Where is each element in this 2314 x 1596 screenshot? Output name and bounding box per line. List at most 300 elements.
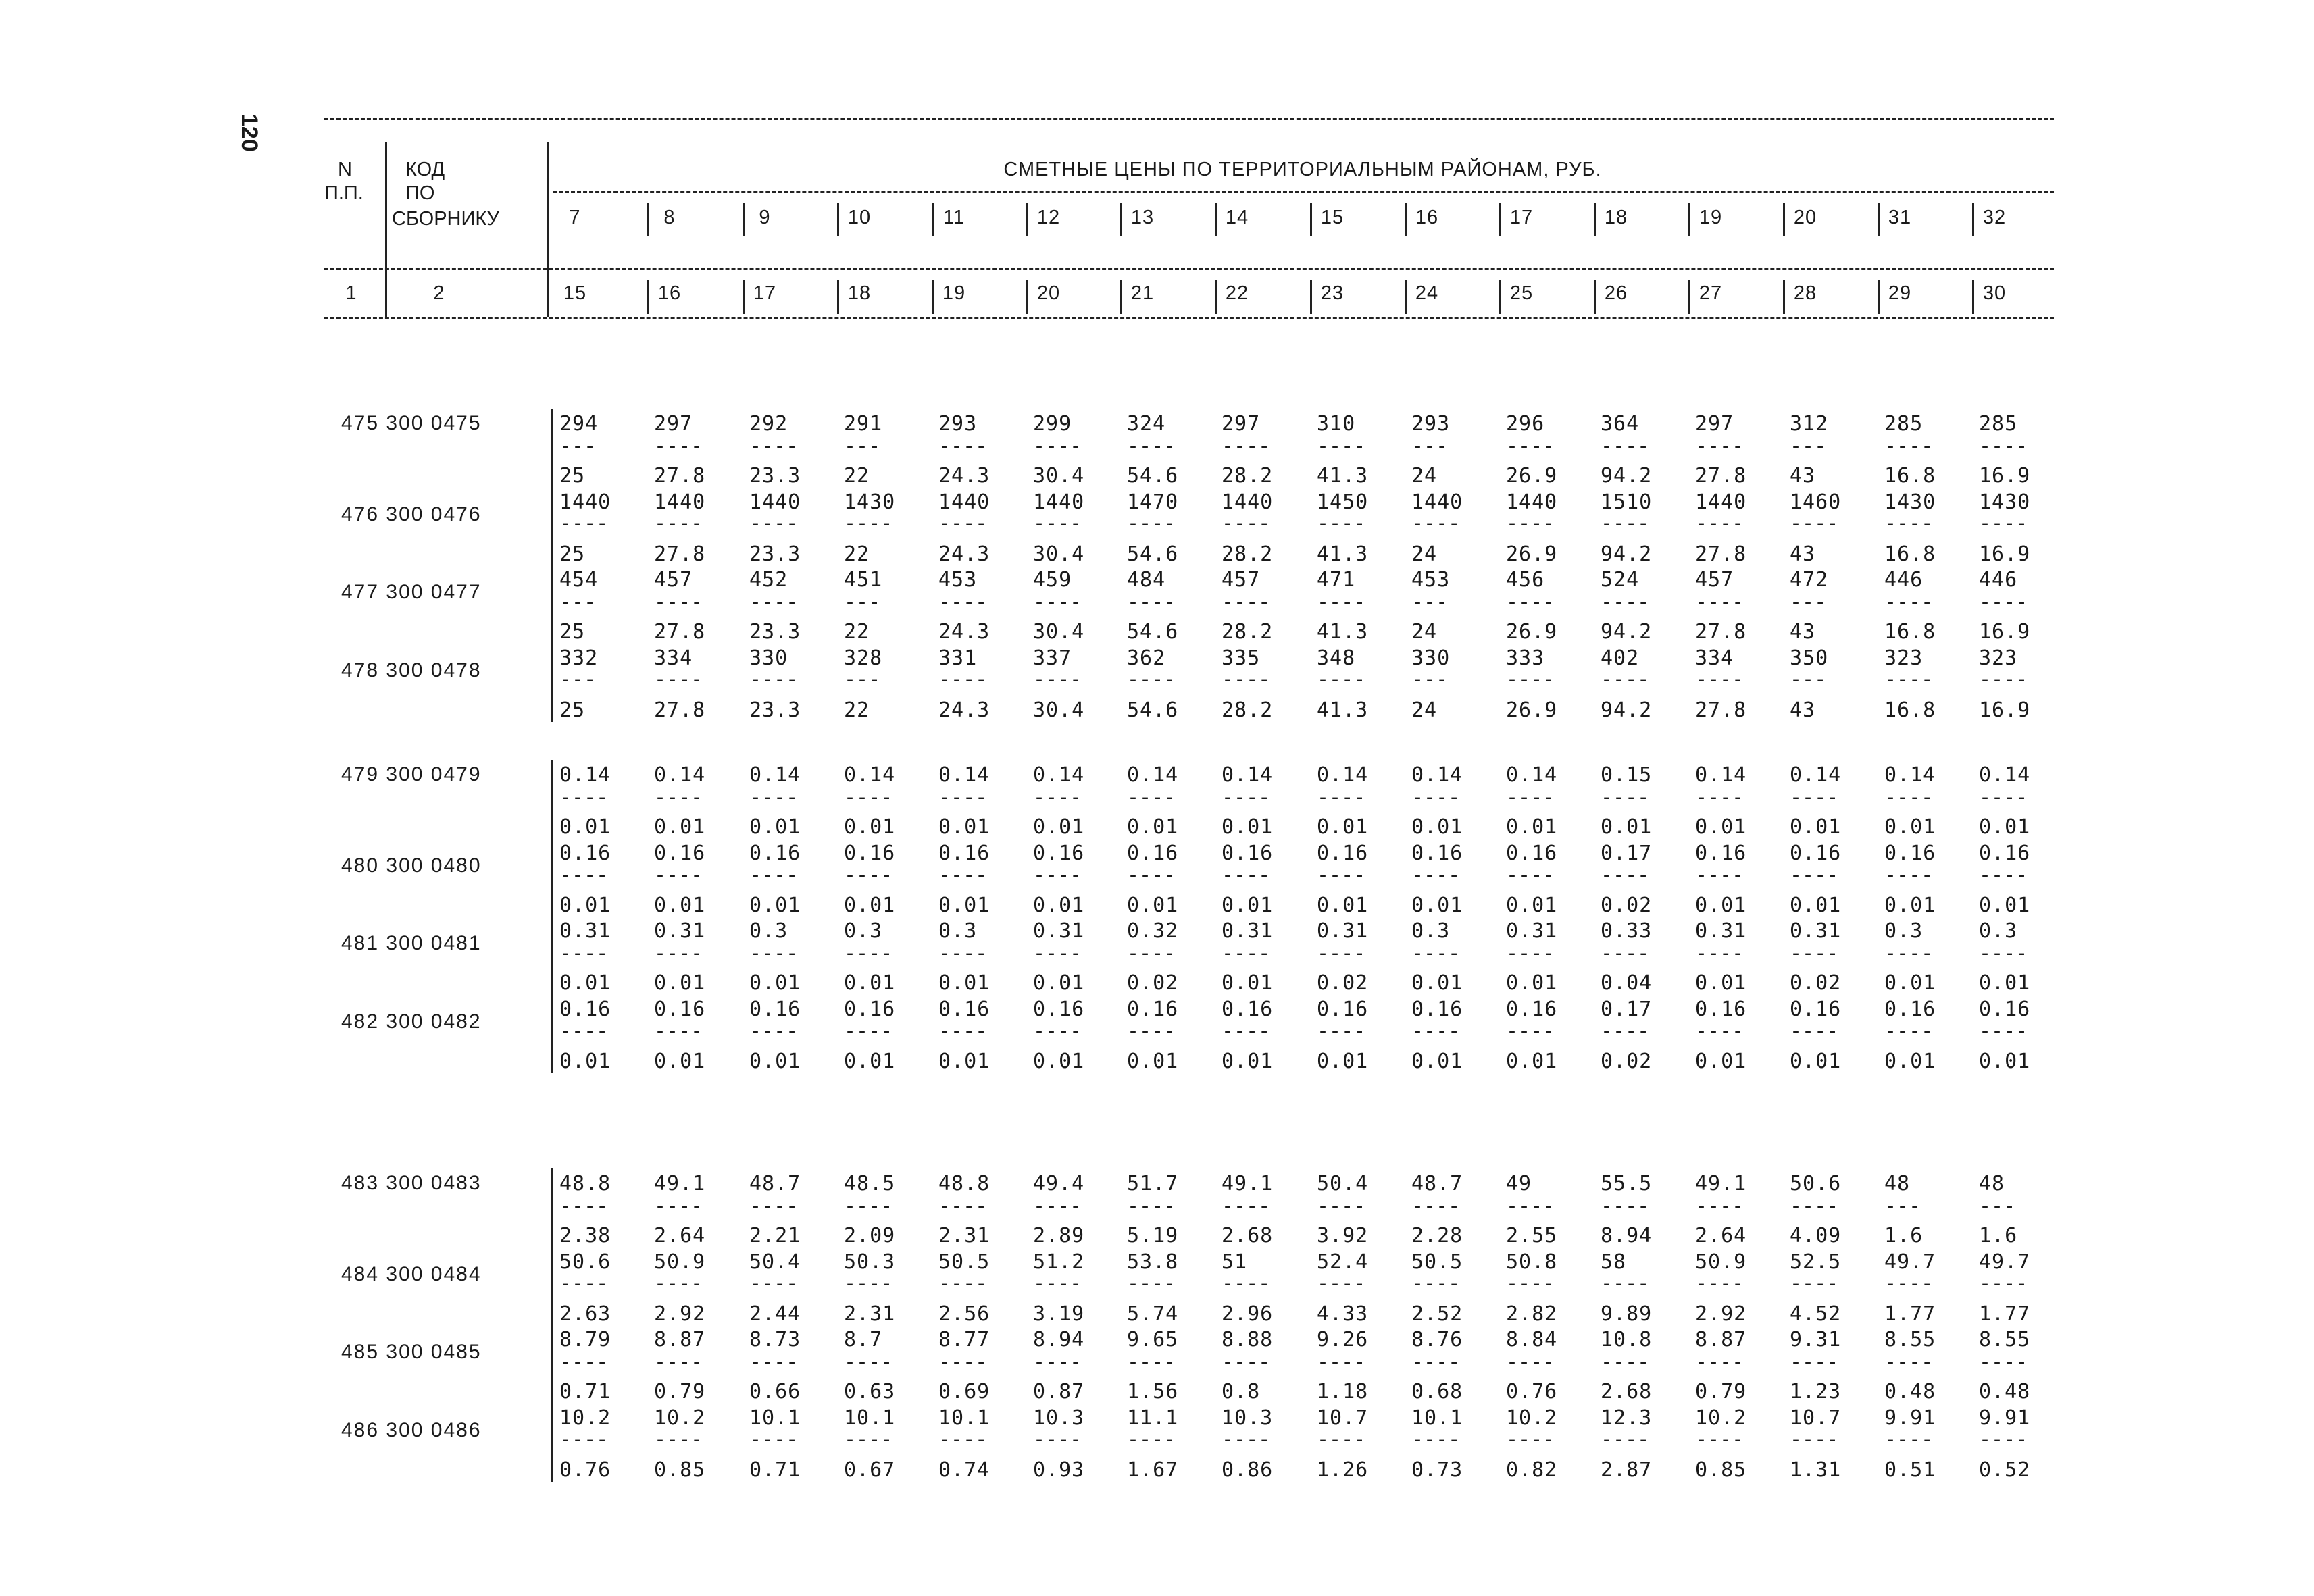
price-cell: 49 xyxy=(1506,1172,1532,1195)
price-cell: 2.28 xyxy=(1411,1224,1463,1247)
group-separator xyxy=(551,760,553,1073)
fraction-bar: ---- xyxy=(1411,1428,1461,1451)
price-cell: 0.3 xyxy=(1979,919,2018,943)
header-separator xyxy=(385,195,387,269)
price-cell: 26.9 xyxy=(1506,620,1558,644)
price-cell: 0.86 xyxy=(1222,1458,1274,1482)
fraction-bar: ---- xyxy=(1411,512,1461,536)
header-separator xyxy=(743,280,745,314)
fraction-bar: ---- xyxy=(1317,941,1366,965)
price-cell: 0.01 xyxy=(1979,1049,2031,1073)
header-index-label: 16 xyxy=(657,282,682,304)
price-cell: 297 xyxy=(1695,412,1734,436)
fraction-bar: ---- xyxy=(1695,1272,1744,1295)
price-cell: 0.01 xyxy=(1222,893,1274,917)
fraction-bar: ---- xyxy=(1790,863,1839,887)
price-cell: 1.77 xyxy=(1979,1302,2031,1326)
price-cell: 0.16 xyxy=(749,997,801,1021)
fraction-bar: --- xyxy=(1979,1193,2016,1218)
fraction-bar: ---- xyxy=(938,1428,988,1451)
price-cell: 1440 xyxy=(938,490,990,514)
fraction-bar: ---- xyxy=(559,512,609,536)
fraction-bar: ---- xyxy=(559,785,609,809)
price-cell: 48.5 xyxy=(844,1172,896,1195)
price-cell: 0.16 xyxy=(1222,997,1274,1021)
header-separator xyxy=(837,280,839,314)
price-cell: 94.2 xyxy=(1601,464,1653,488)
fraction-bar: --- xyxy=(559,590,597,614)
fraction-bar: ---- xyxy=(559,863,609,887)
fraction-bar: ---- xyxy=(1222,785,1271,809)
price-cell: 1.6 xyxy=(1884,1224,1923,1247)
price-cell: 2.52 xyxy=(1411,1302,1463,1326)
price-cell: 27.8 xyxy=(654,698,706,722)
fraction-bar: ---- xyxy=(1884,1428,1934,1451)
price-cell: 0.01 xyxy=(844,815,896,839)
price-cell: 25 xyxy=(559,464,586,488)
price-cell: 2.89 xyxy=(1033,1224,1085,1247)
fraction-bar: ---- xyxy=(654,1019,703,1043)
price-cell: 1430 xyxy=(1979,490,2031,514)
price-cell: 9.91 xyxy=(1979,1406,2031,1430)
fraction-bar: ---- xyxy=(1695,863,1744,887)
price-cell: 0.01 xyxy=(1979,815,2031,839)
price-cell: 24 xyxy=(1411,620,1438,644)
price-cell: 16.9 xyxy=(1979,542,2031,566)
price-cell: 23.3 xyxy=(749,542,801,566)
price-cell: 9.89 xyxy=(1601,1302,1653,1326)
price-cell: 2.31 xyxy=(938,1224,990,1247)
price-cell: 49.1 xyxy=(654,1172,706,1195)
header-separator xyxy=(1783,203,1785,236)
price-cell: 0.01 xyxy=(1506,815,1558,839)
price-cell: 0.02 xyxy=(1317,971,1369,995)
price-cell: 16.8 xyxy=(1884,620,1936,644)
fraction-bar: ---- xyxy=(1601,1272,1650,1295)
fraction-bar: ---- xyxy=(559,1272,609,1295)
header-pp: П.П. xyxy=(324,182,363,204)
price-cell: 53.8 xyxy=(1127,1250,1179,1274)
price-cell: 0.3 xyxy=(749,919,788,943)
price-cell: 0.69 xyxy=(938,1380,990,1404)
row-label: 476 300 0476 xyxy=(341,503,482,525)
price-cell: 0.66 xyxy=(749,1380,801,1404)
fraction-bar: ---- xyxy=(1317,512,1366,536)
price-cell: 22 xyxy=(844,620,870,644)
fraction-bar: --- xyxy=(1884,1193,1921,1218)
price-cell: 9.31 xyxy=(1790,1328,1842,1352)
price-cell: 0.16 xyxy=(1979,841,2031,865)
price-cell: 323 xyxy=(1884,646,1923,670)
price-cell: 10.3 xyxy=(1033,1406,1085,1430)
price-cell: 0.01 xyxy=(1033,893,1085,917)
fraction-bar: ---- xyxy=(1601,434,1650,458)
price-cell: 2.92 xyxy=(1695,1302,1747,1326)
fraction-bar: ---- xyxy=(1127,1193,1176,1218)
fraction-bar: ---- xyxy=(1884,1272,1934,1295)
price-cell: 1.67 xyxy=(1127,1458,1179,1482)
fraction-bar: --- xyxy=(1790,668,1827,692)
price-cell: 0.16 xyxy=(1506,997,1558,1021)
price-cell: 52.4 xyxy=(1317,1250,1369,1274)
fraction-bar: ---- xyxy=(749,863,799,887)
price-cell: 8.77 xyxy=(938,1328,990,1352)
price-cell: 0.14 xyxy=(938,763,990,787)
price-cell: 0.01 xyxy=(1790,893,1842,917)
fraction-bar: ---- xyxy=(654,1193,703,1218)
fraction-bar: ---- xyxy=(1979,668,2028,692)
price-cell: 50.8 xyxy=(1506,1250,1558,1274)
price-cell: 0.01 xyxy=(1222,1049,1274,1073)
header-index-label: 21 xyxy=(1130,282,1155,304)
price-cell: 0.16 xyxy=(1695,997,1747,1021)
price-cell: 0.01 xyxy=(1411,1049,1463,1073)
price-cell: 0.02 xyxy=(1601,1049,1653,1073)
price-cell: 27.8 xyxy=(1695,542,1747,566)
price-cell: 0.01 xyxy=(1222,815,1274,839)
price-cell: 0.82 xyxy=(1506,1458,1558,1482)
price-cell: 350 xyxy=(1790,646,1829,670)
fraction-bar: ---- xyxy=(1790,1019,1839,1043)
price-cell: 297 xyxy=(654,412,693,436)
price-cell: 0.01 xyxy=(1506,971,1558,995)
price-cell: 323 xyxy=(1979,646,2018,670)
price-cell: 0.14 xyxy=(654,763,706,787)
fraction-bar: ---- xyxy=(654,668,703,692)
price-cell: 8.7 xyxy=(844,1328,883,1352)
price-cell: 10.2 xyxy=(1695,1406,1747,1430)
price-cell: 0.31 xyxy=(1506,919,1558,943)
header-separator xyxy=(1688,203,1690,236)
fraction-bar: ---- xyxy=(1411,941,1461,965)
fraction-bar: ---- xyxy=(1695,1019,1744,1043)
price-cell: 0.01 xyxy=(749,815,801,839)
row-label: 477 300 0477 xyxy=(341,581,482,604)
fraction-bar: ---- xyxy=(938,512,988,536)
fraction-bar: ---- xyxy=(938,785,988,809)
price-cell: 10.8 xyxy=(1601,1328,1653,1352)
fraction-bar: ---- xyxy=(559,941,609,965)
fraction-bar: ---- xyxy=(1033,1428,1082,1451)
price-cell: 0.01 xyxy=(559,1049,611,1073)
price-cell: 0.16 xyxy=(1790,997,1842,1021)
price-cell: 457 xyxy=(1222,568,1261,592)
price-cell: 0.01 xyxy=(1411,971,1463,995)
header-region-label: 18 xyxy=(1604,207,1628,228)
price-cell: 0.79 xyxy=(654,1380,706,1404)
price-cell: 0.01 xyxy=(1317,1049,1369,1073)
fraction-bar: ---- xyxy=(1317,1019,1366,1043)
price-cell: 25 xyxy=(559,620,586,644)
price-cell: 0.01 xyxy=(654,893,706,917)
price-cell: 334 xyxy=(1695,646,1734,670)
price-cell: 3.19 xyxy=(1033,1302,1085,1326)
price-cell: 1430 xyxy=(844,490,896,514)
fraction-bar: ---- xyxy=(938,668,988,692)
fraction-bar: ---- xyxy=(1506,941,1555,965)
price-cell: 10.3 xyxy=(1222,1406,1274,1430)
header-title: СМЕТНЫЕ ЦЕНЫ ПО ТЕРРИТОРИАЛЬНЫМ РАЙОНАМ, РУБ. xyxy=(1003,159,1602,180)
fraction-bar: ---- xyxy=(938,434,988,458)
price-cell: 0.01 xyxy=(1790,1049,1842,1073)
fraction-bar: ---- xyxy=(1411,785,1461,809)
price-cell: 0.01 xyxy=(1884,815,1936,839)
price-cell: 16.9 xyxy=(1979,620,2031,644)
price-cell: 2.82 xyxy=(1506,1302,1558,1326)
fraction-bar: ---- xyxy=(654,785,703,809)
price-cell: 22 xyxy=(844,464,870,488)
price-cell: 8.87 xyxy=(1695,1328,1747,1352)
price-cell: 0.16 xyxy=(1127,841,1179,865)
fraction-bar: ---- xyxy=(1884,863,1934,887)
header-index-label: 19 xyxy=(942,282,966,304)
price-cell: 22 xyxy=(844,542,870,566)
fraction-bar: ---- xyxy=(938,863,988,887)
fraction-bar: ---- xyxy=(1979,434,2028,458)
price-cell: 8.76 xyxy=(1411,1328,1463,1352)
header-index-label: 26 xyxy=(1604,282,1628,304)
price-cell: 30.4 xyxy=(1033,620,1085,644)
price-cell: 446 xyxy=(1979,568,2018,592)
price-cell: 0.31 xyxy=(654,919,706,943)
price-cell: 0.16 xyxy=(844,841,896,865)
fraction-bar: ---- xyxy=(1506,863,1555,887)
header-index-label: 1 xyxy=(345,282,357,304)
fraction-bar: ---- xyxy=(1317,1349,1366,1374)
price-cell: 0.48 xyxy=(1979,1380,2031,1404)
header-separator xyxy=(1026,280,1028,314)
price-cell: 54.6 xyxy=(1127,542,1179,566)
price-cell: 293 xyxy=(938,412,978,436)
header-separator xyxy=(1499,280,1501,314)
price-cell: 0.01 xyxy=(559,815,611,839)
price-cell: 50.5 xyxy=(1411,1250,1463,1274)
price-cell: 452 xyxy=(749,568,788,592)
price-cell: 2.68 xyxy=(1601,1380,1653,1404)
price-cell: 0.14 xyxy=(1979,763,2031,787)
header-region-label: 15 xyxy=(1320,207,1344,228)
price-cell: 296 xyxy=(1506,412,1545,436)
price-cell: 285 xyxy=(1979,412,2018,436)
price-cell: 0.16 xyxy=(749,841,801,865)
price-cell: 4.09 xyxy=(1790,1224,1842,1247)
fraction-bar: ---- xyxy=(1695,512,1744,536)
price-cell: 0.01 xyxy=(1127,1049,1179,1073)
fraction-bar: ---- xyxy=(1317,590,1366,614)
price-cell: 471 xyxy=(1317,568,1356,592)
header-separator xyxy=(1878,203,1880,236)
price-cell: 0.01 xyxy=(844,1049,896,1073)
fraction-bar: ---- xyxy=(1601,1193,1650,1218)
price-cell: 1.77 xyxy=(1884,1302,1936,1326)
fraction-bar: ---- xyxy=(844,1272,893,1295)
fraction-bar: ---- xyxy=(1884,1349,1934,1374)
header-separator xyxy=(1972,203,1974,236)
fraction-bar: ---- xyxy=(749,1428,799,1451)
price-cell: 23.3 xyxy=(749,620,801,644)
fraction-bar: ---- xyxy=(844,1193,893,1218)
price-cell: 25 xyxy=(559,542,586,566)
header-region-label: 31 xyxy=(1888,207,1912,228)
price-cell: 10.2 xyxy=(654,1406,706,1430)
price-cell: 10.2 xyxy=(1506,1406,1558,1430)
price-cell: 457 xyxy=(654,568,693,592)
price-cell: 0.67 xyxy=(844,1458,896,1482)
header-region-label: 14 xyxy=(1225,207,1249,228)
price-cell: 49.1 xyxy=(1695,1172,1747,1195)
price-cell: 41.3 xyxy=(1317,698,1369,722)
fraction-bar: ---- xyxy=(1317,863,1366,887)
fraction-bar: ---- xyxy=(749,512,799,536)
fraction-bar: ---- xyxy=(1127,668,1176,692)
price-cell: 0.74 xyxy=(938,1458,990,1482)
price-cell: 12.3 xyxy=(1601,1406,1653,1430)
price-cell: 0.16 xyxy=(654,997,706,1021)
header-code: КОД xyxy=(405,159,445,180)
fraction-bar: ---- xyxy=(654,590,703,614)
price-cell: 49.7 xyxy=(1979,1250,2031,1274)
price-cell: 0.14 xyxy=(844,763,896,787)
price-cell: 28.2 xyxy=(1222,464,1274,488)
price-cell: 27.8 xyxy=(654,620,706,644)
header-region-label: 8 xyxy=(663,207,676,228)
fraction-bar: ---- xyxy=(1033,590,1082,614)
header-separator xyxy=(932,203,934,236)
fraction-bar: ---- xyxy=(1506,434,1555,458)
fraction-bar: ---- xyxy=(559,1428,609,1451)
price-cell: 1440 xyxy=(654,490,706,514)
price-cell: 5.74 xyxy=(1127,1302,1179,1326)
price-cell: 0.3 xyxy=(1411,919,1451,943)
header-separator xyxy=(1878,280,1880,314)
price-cell: 50.9 xyxy=(1695,1250,1747,1274)
price-cell: 1440 xyxy=(1222,490,1274,514)
price-cell: 348 xyxy=(1317,646,1356,670)
fraction-bar: ---- xyxy=(559,1193,609,1218)
fraction-bar: ---- xyxy=(749,434,799,458)
price-cell: 2.21 xyxy=(749,1224,801,1247)
price-cell: 0.16 xyxy=(1033,841,1085,865)
price-cell: 457 xyxy=(1695,568,1734,592)
price-cell: 10.7 xyxy=(1317,1406,1369,1430)
price-cell: 0.71 xyxy=(749,1458,801,1482)
fraction-bar: ---- xyxy=(1222,1428,1271,1451)
price-cell: 43 xyxy=(1790,542,1816,566)
price-cell: 49.4 xyxy=(1033,1172,1085,1195)
header-separator xyxy=(1405,280,1407,314)
fraction-bar: ---- xyxy=(1695,434,1744,458)
row-label: 483 300 0483 xyxy=(341,1172,482,1194)
fraction-bar: ---- xyxy=(1033,1272,1082,1295)
price-cell: 0.15 xyxy=(1601,763,1653,787)
fraction-bar: ---- xyxy=(1601,1019,1650,1043)
price-cell: 324 xyxy=(1127,412,1166,436)
row-label: 482 300 0482 xyxy=(341,1010,482,1033)
fraction-bar: ---- xyxy=(1411,1193,1461,1218)
price-cell: 0.8 xyxy=(1222,1380,1261,1404)
price-cell: 0.3 xyxy=(844,919,883,943)
fraction-bar: --- xyxy=(844,434,881,458)
price-cell: 16.8 xyxy=(1884,698,1936,722)
price-cell: 2.64 xyxy=(1695,1224,1747,1247)
price-cell: 50.9 xyxy=(654,1250,706,1274)
row-label: 475 300 0475 xyxy=(341,412,482,434)
fraction-bar: ---- xyxy=(1317,1272,1366,1295)
price-cell: 0.01 xyxy=(1695,893,1747,917)
price-cell: 333 xyxy=(1506,646,1545,670)
price-cell: 0.01 xyxy=(654,1049,706,1073)
price-cell: 0.16 xyxy=(1790,841,1842,865)
price-cell: 0.48 xyxy=(1884,1380,1936,1404)
fraction-bar: ---- xyxy=(1601,668,1650,692)
price-cell: 446 xyxy=(1884,568,1923,592)
fraction-bar: ---- xyxy=(938,941,988,965)
price-cell: 1440 xyxy=(1033,490,1085,514)
fraction-bar: ---- xyxy=(844,512,893,536)
fraction-bar: --- xyxy=(844,668,881,692)
fraction-bar: ---- xyxy=(1884,434,1934,458)
price-cell: 0.52 xyxy=(1979,1458,2031,1482)
price-cell: 0.71 xyxy=(559,1380,611,1404)
price-cell: 23.3 xyxy=(749,698,801,722)
fraction-bar: ---- xyxy=(559,1019,609,1043)
price-cell: 328 xyxy=(844,646,883,670)
price-cell: 54.6 xyxy=(1127,620,1179,644)
price-cell: 1430 xyxy=(1884,490,1936,514)
price-cell: 48.8 xyxy=(938,1172,990,1195)
fraction-bar: ---- xyxy=(1222,668,1271,692)
header-separator xyxy=(837,203,839,236)
price-cell: 43 xyxy=(1790,464,1816,488)
header-index-label: 28 xyxy=(1793,282,1817,304)
fraction-bar: ---- xyxy=(1979,785,2028,809)
price-cell: 11.1 xyxy=(1127,1406,1179,1430)
header-separator xyxy=(1215,203,1217,236)
price-cell: 0.01 xyxy=(559,971,611,995)
header-separator xyxy=(1499,203,1501,236)
fraction-bar: ---- xyxy=(1979,512,2028,536)
price-cell: 50.4 xyxy=(749,1250,801,1274)
header-separator xyxy=(1120,203,1122,236)
price-cell: 48.8 xyxy=(559,1172,611,1195)
fraction-bar: ---- xyxy=(654,1349,703,1374)
price-cell: 0.01 xyxy=(1127,893,1179,917)
price-cell: 0.01 xyxy=(1506,1049,1558,1073)
fraction-bar: ---- xyxy=(1411,1349,1461,1374)
header-separator xyxy=(1405,203,1407,236)
page-number: 120 xyxy=(236,113,262,152)
price-cell: 335 xyxy=(1222,646,1261,670)
price-cell: 24.3 xyxy=(938,620,990,644)
price-cell: 24 xyxy=(1411,698,1438,722)
header-separator xyxy=(1120,280,1122,314)
header-region-label: 7 xyxy=(569,207,581,228)
header-index-label: 23 xyxy=(1320,282,1344,304)
price-cell: 291 xyxy=(844,412,883,436)
row-label: 478 300 0478 xyxy=(341,659,482,681)
price-cell: 0.01 xyxy=(1884,893,1936,917)
price-cell: 0.31 xyxy=(1695,919,1747,943)
price-cell: 16.8 xyxy=(1884,464,1936,488)
price-cell: 0.16 xyxy=(1222,841,1274,865)
fraction-bar: ---- xyxy=(1033,785,1082,809)
price-cell: 1440 xyxy=(1506,490,1558,514)
price-cell: 2.87 xyxy=(1601,1458,1653,1482)
price-cell: 0.01 xyxy=(1317,893,1369,917)
fraction-bar: --- xyxy=(1790,434,1827,458)
price-cell: 41.3 xyxy=(1317,464,1369,488)
price-cell: 16.9 xyxy=(1979,464,2031,488)
